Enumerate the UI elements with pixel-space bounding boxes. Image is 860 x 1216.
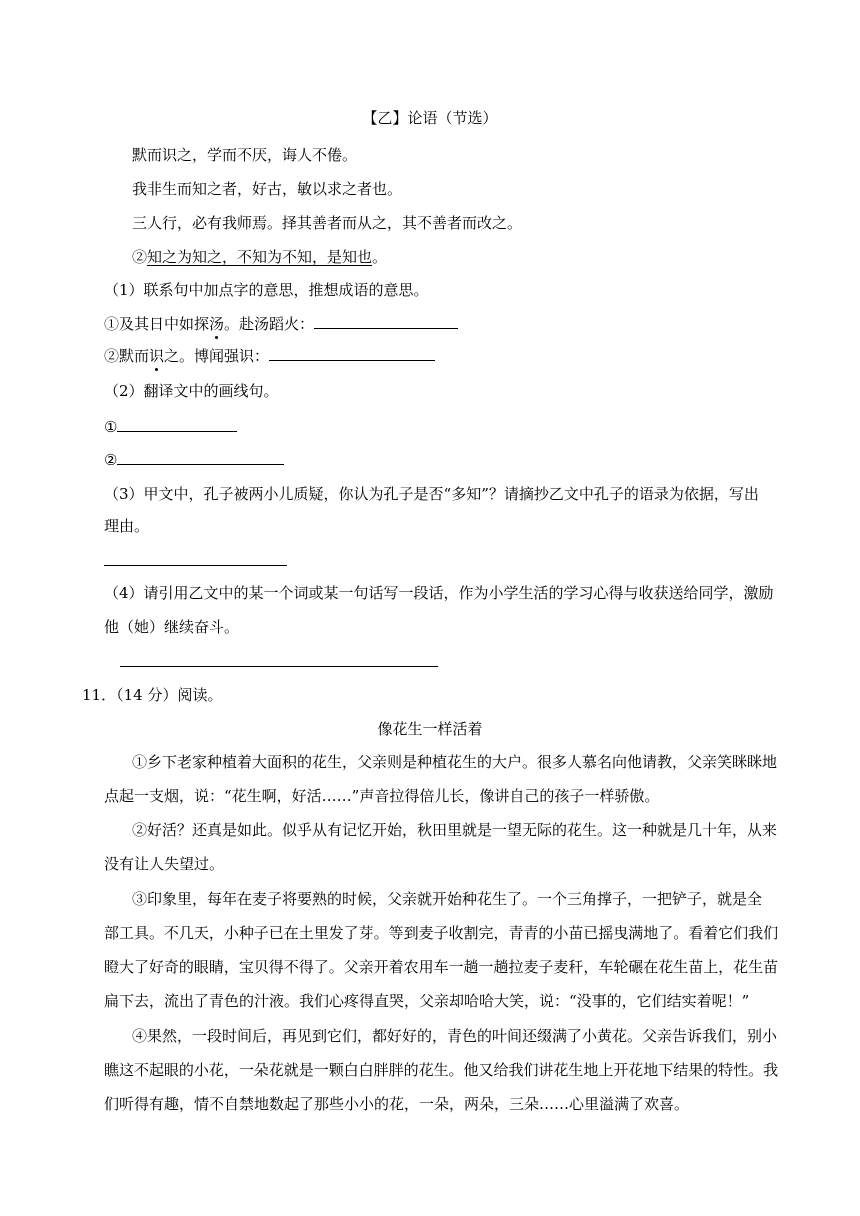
yi-line-2: 我非生而知之者，好古，敏以求之者也。	[132, 180, 403, 198]
p1-line-2: 点起一支烟，说：“花生啊，好活……”声音拉得倍儿长，像讲自己的孩子一样骄傲。	[104, 787, 660, 805]
q1-a-text: ①及其日中如探	[104, 315, 210, 333]
q2-prompt: （2）翻译文中的画线句。	[104, 382, 279, 400]
underlined-sentence: 知之为知之，不知为不知，是知也	[147, 248, 373, 266]
q1-b-text-post: 之。博闻强识：	[164, 347, 270, 365]
yi-line-1: 默而识之，学而不厌，诲人不倦。	[132, 146, 358, 164]
passage-title: 像花生一样活着	[377, 720, 483, 738]
q3-line-2: 理由。	[104, 517, 150, 535]
answer-blank[interactable]	[117, 415, 237, 432]
q11-header: 11．（14 分）阅读。	[82, 686, 223, 704]
yi-line-4-prefix: ②	[132, 248, 148, 266]
p3-line-3: 瞪大了好奇的眼睛，宝贝得不得了。父亲开着农用车一趟一趟拉麦子麦秆，车轮碾在花生苗上，花生苗	[104, 958, 779, 976]
answer-blank[interactable]	[120, 650, 438, 667]
q1-prompt: （1）联系句中加点字的意思，推想成语的意思。	[104, 281, 429, 299]
q2-item-b	[104, 448, 284, 470]
yi-line-4	[132, 247, 387, 267]
q2-item-a	[104, 415, 237, 437]
p1-line-1: ①乡下老家种植着大面积的花生，父亲则是种植花生的大户。很多人慕名向他请教，父亲笑眯眯地	[132, 753, 778, 771]
q3-answer	[104, 549, 287, 571]
answer-blank[interactable]	[117, 448, 284, 465]
q4-line-1: （4）请引用乙文中的某一个词或某一句话写一段话，作为小学生活的学习心得与收获送给同学，激励	[104, 584, 774, 602]
p2-line-2: 没有让人失望过。	[104, 855, 225, 873]
q1-item-b	[104, 344, 435, 366]
p3-line-2: 部工具。不几天，小种子已在土里发了芽。等到麦子收割完，青青的小苗已摇曳满地了。看着它们我们	[104, 924, 779, 942]
emphasis-dot-char: 汤	[209, 315, 225, 333]
q4-line-2: 他（她）继续奋斗。	[104, 618, 240, 636]
yi-title: 【乙】论语（节选）	[362, 109, 498, 127]
q3-line-1: （3）甲文中，孔子被两小儿质疑，你认为孔子是否“多知”？请摘抄乙文中孔子的语录为依据，写出	[104, 485, 759, 503]
p4-line-2: 瞧这不起眼的小花，一朵花就是一颗白白胖胖的花生。他又给我们讲花生地上开花地下结果的特性。我	[104, 1061, 779, 1079]
q2-b-label: ②	[104, 451, 118, 469]
q2-a-label: ①	[104, 418, 118, 436]
answer-blank[interactable]	[314, 312, 458, 329]
p4-line-3: 们听得有趣，情不自禁地数起了那些小小的花，一朵，两朵，三朵……心里溢满了欢喜。	[104, 1095, 690, 1113]
p4-line-1: ④果然，一段时间后，再见到它们，都好好的，青色的叶间还缀满了小黄花。父亲告诉我们，别小	[132, 1027, 778, 1045]
p3-line-1: ③印象里，每年在麦子将要熟的时候，父亲就开始种花生了。一个三角撑子，一把铲子，就是全	[132, 890, 763, 908]
q1-item-a	[104, 312, 458, 334]
yi-line-4-suffix: 。	[372, 248, 388, 266]
answer-blank[interactable]	[269, 344, 435, 361]
q4-answer	[120, 650, 438, 672]
p2-line-1: ②好活？还真是如此。似乎从有记忆开始，秋田里就是一望无际的花生。这一种就是几十年，从来	[132, 821, 778, 839]
emphasis-dot-char: 识	[149, 347, 165, 365]
q1-a-text-post: 。赴汤蹈火：	[224, 315, 315, 333]
answer-blank[interactable]	[104, 549, 287, 566]
yi-line-3: 三人行，必有我师焉。择其善者而从之，其不善者而改之。	[132, 214, 523, 232]
q1-b-text: ②默而	[104, 347, 150, 365]
p3-line-4: 扁下去，流出了青色的汁液。我们心疼得直哭，父亲却哈哈大笑，说：“没事的，它们结实着呢！”	[104, 992, 750, 1010]
